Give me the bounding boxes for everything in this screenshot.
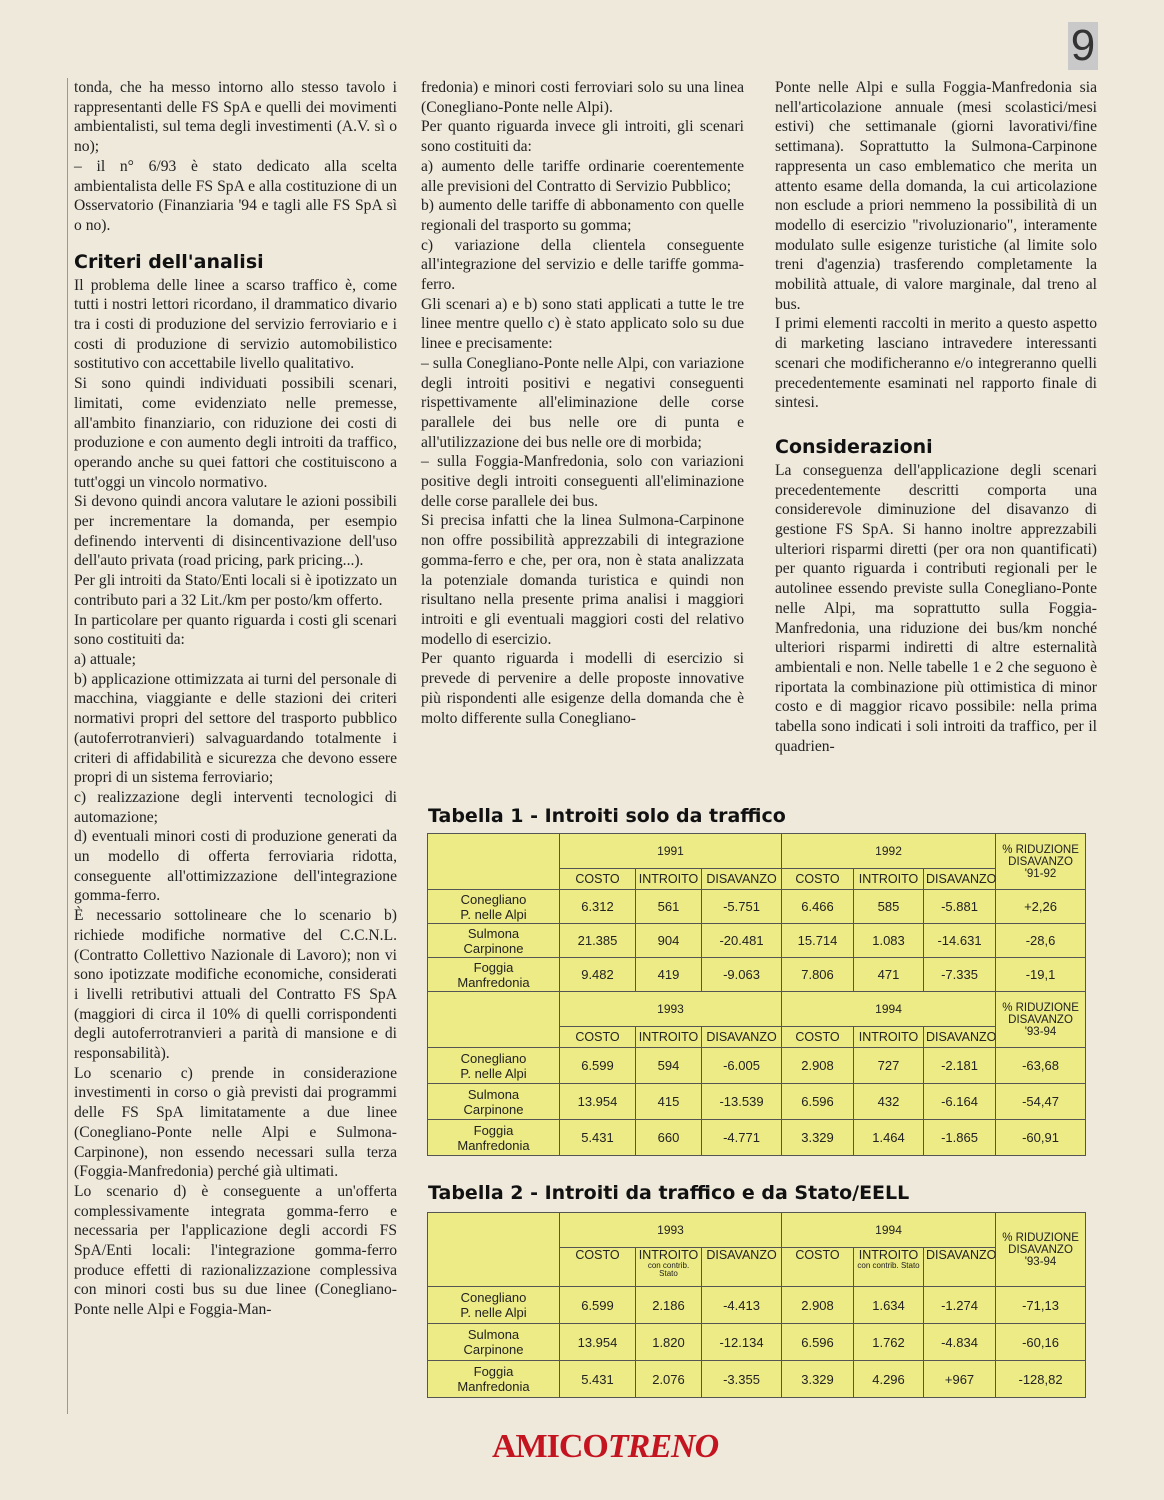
paragraph: Per quanto riguarda invece gli introiti, gli scenari sono costituiti da: (421, 118, 744, 156)
col-header-note: con contrib. Stato (647, 1261, 690, 1278)
paragraph: Si devono quindi ancora valutare le azioni possibili per incrementare la domanda, per esempio definendo interventi di disincentivazione dell'uso dell'auto privata (road pricing, park pricing...). (74, 493, 397, 570)
table-row (428, 1324, 1086, 1361)
table-cell: 4.296 (854, 1361, 924, 1398)
col-header: COSTO (560, 1027, 636, 1048)
row-label-line: Foggia (473, 1122, 514, 1138)
table-cell: +967 (924, 1361, 996, 1398)
list-item: a) aumento delle tariffe ordinarie coerentemente alle previsioni del Contratto di Servizio Pubblico; (421, 157, 744, 195)
table-cell: 594 (636, 1048, 702, 1084)
col-header: INTROITO (636, 1027, 702, 1048)
table-row (428, 1361, 1086, 1398)
reduction-period: '91-92 (1024, 867, 1057, 880)
row-label (428, 1120, 560, 1156)
year-header: 1994 (782, 1213, 996, 1248)
table-cell: 1.464 (854, 1120, 924, 1156)
logo-part-2: TRENO (607, 1428, 719, 1465)
col-header: DISAVANZO (924, 1248, 996, 1287)
table-corner (428, 834, 560, 890)
col-header: COSTO (782, 869, 854, 890)
paragraph: fredonia) e minori costi ferroviari solo su una linea (Conegliano-Ponte nelle Alpi). (421, 79, 744, 116)
list-item: b) applicazione ottimizzata ai turni del personale di macchina, viaggiante e delle stazioni dei criteri normativi propri del settore del trasporto pubblico (autoferrotranvieri) salvaguardando totalmente i criteri di affidabilità e sicurezza che devono essere propri di un sistema ferroviario; (74, 670, 397, 787)
row-label-line: Carpinone (463, 1101, 524, 1117)
row-label (428, 1324, 560, 1361)
row-label (428, 890, 560, 924)
paragraph: tonda, che ha messo intorno allo stesso tavolo i rappresentanti delle FS SpA e quelli dei movimenti ambientalisti, sul tema degli investimenti (A.V. sì o no); (74, 79, 397, 156)
row-label-line: Carpinone (463, 940, 524, 956)
table-cell: 6.312 (560, 890, 636, 924)
paragraph: Si precisa infatti che la linea Sulmona-Carpinone non offre possibilità apprezzabili di integrazione gomma-ferro e che, per ora, non è stata analizzata la potenziale domanda turistica e quindi non risultano nella presente prima analisi i maggiori introiti e gli eventuali maggiori costi del relativo modello di esercizio. (421, 512, 744, 648)
reduction-header (996, 1213, 1086, 1287)
table-cell: 660 (636, 1120, 702, 1156)
table-cell: 6.466 (782, 890, 854, 924)
table-cell: 1.634 (854, 1287, 924, 1324)
table-cell: 432 (854, 1084, 924, 1120)
row-label-line: P. nelle Alpi (460, 1305, 527, 1320)
table-cell: 9.482 (560, 958, 636, 992)
table-cell: 6.599 (560, 1048, 636, 1084)
table-cell: 471 (854, 958, 924, 992)
table-cell: 904 (636, 924, 702, 958)
table-cell: -60,91 (996, 1120, 1086, 1156)
row-label-line: Conegliano (460, 1050, 527, 1066)
table-cell: 585 (854, 890, 924, 924)
text-column-2 (421, 78, 744, 728)
table-cell: -6.164 (924, 1084, 996, 1120)
list-item: b) aumento delle tariffe di abbonamento con quelle regionali del trasporto su gomma; (421, 197, 744, 234)
row-label-line: P. nelle Alpi (460, 1065, 527, 1081)
section-heading-considerazioni: Considerazioni (775, 435, 933, 458)
col-header-note: con contrib. Stato (857, 1261, 920, 1270)
paragraph: Gli scenari a) e b) sono stati applicati a tutte le tre linee mentre quello c) è stato applicato solo su due linee e precisamente: (421, 295, 744, 353)
year-header: 1994 (782, 992, 996, 1027)
row-label-line: Sulmona (467, 1327, 520, 1342)
table-row (428, 958, 1086, 992)
table-cell: -19,1 (996, 958, 1086, 992)
reduction-header (996, 992, 1086, 1048)
list-item: a) attuale; (74, 650, 136, 668)
col-header: INTROITO (636, 869, 702, 890)
reduction-label: % RIDUZIONE DISAVANZO (1002, 1231, 1079, 1256)
paragraph: Ponte nelle Alpi e sulla Foggia-Manfredonia sia nell'articolazione annuale (mesi scolastici/mesi estivi) che settimanale (giorni lavorativi/fine settimana). Soprattutto la Sulmona-Carpinone rappresenta un caso emblematico che merita un attento esame della domanda, la cui articolazione non esclude a priori nemmeno la possibilità di un modello di esercizio "rivoluzionario", interamente modulato sulle esigenze turistiche (al limite solo treni d'agenzia) trasferendo completamente la mobilità attuale, di valore marginale, dal treno al bus. (775, 79, 1097, 313)
row-label-line: Foggia (473, 1364, 514, 1379)
row-label (428, 1084, 560, 1120)
table-cell: -1.865 (924, 1120, 996, 1156)
paragraph: – il n° 6/93 è stato dedicato alla scelta ambientalista delle FS SpA e alla costituzione di un Osservatorio (Finanziaria '94 e tagli alle FS SpA sì o no). (74, 157, 397, 234)
table-cell: 2.908 (782, 1048, 854, 1084)
table-cell: -13.539 (702, 1084, 782, 1120)
row-label-line: Conegliano (460, 1290, 527, 1305)
table-cell: -14.631 (924, 924, 996, 958)
table-cell: 561 (636, 890, 702, 924)
row-label-line: Manfredonia (457, 1379, 530, 1394)
col-header: INTROITO (854, 1027, 924, 1048)
magazine-logo (492, 1428, 718, 1466)
table-row (428, 1120, 1086, 1156)
row-label (428, 958, 560, 992)
col-header: COSTO (560, 1248, 636, 1287)
col-header: INTROITO (854, 869, 924, 890)
year-header: 1993 (560, 1213, 782, 1248)
col-header-introito (854, 1248, 924, 1287)
table-cell: 3.329 (782, 1361, 854, 1398)
reduction-period: '93-94 (1024, 1025, 1057, 1038)
table-cell: 5.431 (560, 1120, 636, 1156)
table-cell: -7.335 (924, 958, 996, 992)
table-cell: 7.806 (782, 958, 854, 992)
list-item: – sulla Foggia-Manfredonia, solo con variazioni positive degli introiti conseguenti all'eliminazione delle corse parallele dei bus. (421, 453, 744, 510)
table-cell: -4.834 (924, 1324, 996, 1361)
table-cell: 415 (636, 1084, 702, 1120)
table-cell: 2.186 (636, 1287, 702, 1324)
paragraph: La conseguenza dell'applicazione degli scenari precedentemente descritti comporta una considerevole diminuzione del disavanzo di gestione FS SpA. Si hanno inoltre apprezzabili ulteriori risparmi diretti (per ora non quantificati) per quanto riguarda i contributi regionali per le autolinee essendo previste sulla Conegliano-Ponte nelle Alpi, ma soprattutto sulla Foggia-Manfredonia, una riduzione dei bus/km nonché ulteriori risparmi indiretti di altre esternalità ambientali e non. Nelle tabelle 1 e 2 che seguono è riportata la combinazione più ottimistica di minor costo e di maggior ricavo possibile: nella prima tabella sono indicati i soli introiti da traffico, per il quadrien- (775, 461, 1097, 755)
section-heading-criteri: Criteri dell'analisi (74, 250, 264, 273)
table-cell: 15.714 (782, 924, 854, 958)
col-header: INTROITO (858, 1248, 919, 1262)
paragraph: Il problema delle linee a scarso traffico è, come tutti i nostri lettori ricordano, il drammatico divario tra i costi di produzione del servizio ferroviario e i costi di produzione di servizio automobilistico sostitutivo con accettabile livello qualitativo. (74, 276, 397, 373)
table-cell: -71,13 (996, 1287, 1086, 1324)
table-cell: 727 (854, 1048, 924, 1084)
text-column-3 (775, 78, 1097, 757)
table-cell: 13.954 (560, 1084, 636, 1120)
paragraph: Lo scenario c) prende in considerazione investimenti in corso o già previsti dai programmi delle FS SpA limitatamente a due linee (Conegliano-Ponte nelle Alpi e Sulmona-Carpinone), non essendo necessari sulla terza (Foggia-Manfredonia) perché già ultimati. (74, 1064, 397, 1181)
col-header: DISAVANZO (702, 1248, 782, 1287)
row-label-line: Sulmona (467, 1086, 520, 1102)
row-label-line: Manfredonia (457, 1137, 530, 1153)
year-header: 1993 (560, 992, 782, 1027)
table-cell: -5.881 (924, 890, 996, 924)
page-number: 9 (1068, 22, 1098, 70)
row-label-line: Conegliano (460, 891, 527, 907)
table-cell: 1.820 (636, 1324, 702, 1361)
table-cell: 6.599 (560, 1287, 636, 1324)
table-cell: -3.355 (702, 1361, 782, 1398)
table-cell: -63,68 (996, 1048, 1086, 1084)
table-cell: -1.274 (924, 1287, 996, 1324)
col-header-introito (636, 1248, 702, 1287)
row-label (428, 1361, 560, 1398)
table-cell: 21.385 (560, 924, 636, 958)
reduction-period: '93-94 (1024, 1255, 1057, 1268)
table-1-title: Tabella 1 - Introiti solo da traffico (428, 805, 786, 827)
table-cell: 6.596 (782, 1084, 854, 1120)
row-label (428, 1287, 560, 1324)
row-label (428, 1048, 560, 1084)
reduction-label: % RIDUZIONE DISAVANZO (1002, 1001, 1079, 1026)
col-header: DISAVANZO (702, 1027, 782, 1048)
table-corner (428, 992, 560, 1048)
text-column-1 (67, 78, 397, 1414)
paragraph: È necessario sottolineare che lo scenario b) richiede modifiche normative del C.C.N.L. (Contratto Collettivo Nazionale di Lavoro); non vi sono ipotizzate modifiche economiche, considerati i livelli retributivi attuali del Contratto FS SpA (maggiori di circa il 10% di quelli corrispondenti degli autoferrotranvieri a parità di mansione e di responsabilità). (74, 907, 397, 1063)
row-label-line: Foggia (473, 959, 514, 975)
reduction-label: % RIDUZIONE DISAVANZO (1002, 843, 1079, 868)
table-1 (427, 833, 1085, 1156)
table-cell: 3.329 (782, 1120, 854, 1156)
table-row (428, 924, 1086, 958)
row-label-line: Carpinone (463, 1342, 524, 1357)
table-cell: -20.481 (702, 924, 782, 958)
paragraph: Si sono quindi individuati possibili scenari, limitati, come evidenziato nelle premesse, all'ambito finanziario, con riduzione dei costi di produzione e con aumento degli introiti da traffico, operando anche su quei fattori che costituiscono a tutt'oggi un vincolo normativo. (74, 375, 397, 491)
table-cell: 5.431 (560, 1361, 636, 1398)
table-2 (427, 1212, 1085, 1398)
table-corner (428, 1213, 560, 1287)
table-cell: 2.076 (636, 1361, 702, 1398)
table-cell: 6.596 (782, 1324, 854, 1361)
row-label (428, 924, 560, 958)
paragraph: I primi elementi raccolti in merito a questo aspetto di marketing lasciano intravedere interessanti scenari che modificheranno e/o integreranno quelli precedentemente esaminati nel rapporto finale di sintesi. (775, 315, 1097, 412)
table-cell: -2.181 (924, 1048, 996, 1084)
table-cell: 1.762 (854, 1324, 924, 1361)
col-header: DISAVANZO (702, 869, 782, 890)
list-item: c) variazione della clientela conseguente all'integrazione del servizio e delle tariffe gomma-ferro. (421, 236, 744, 294)
table-cell: 13.954 (560, 1324, 636, 1361)
table-row (428, 890, 1086, 924)
list-item: d) eventuali minori costi di produzione generati da un modello di offerta ferroviaria ridotta, conseguente all'ottimizzazione dell'integrazione gomma-ferro. (74, 828, 397, 905)
table-row (428, 1084, 1086, 1120)
paragraph: Per quanto riguarda i modelli di esercizio si prevede di pervenire a delle proposte innovative più rispondenti alle esigenze della domanda che è molto differente sulla Conegliano- (421, 650, 744, 727)
table-2-title: Tabella 2 - Introiti da traffico e da Stato/EELL (428, 1182, 910, 1204)
table-cell: -28,6 (996, 924, 1086, 958)
table-cell: -5.751 (702, 890, 782, 924)
table-cell: -60,16 (996, 1324, 1086, 1361)
row-label-line: P. nelle Alpi (460, 906, 527, 922)
table-cell: 1.083 (854, 924, 924, 958)
table-cell: +2,26 (996, 890, 1086, 924)
table-cell: -6.005 (702, 1048, 782, 1084)
year-header: 1992 (782, 834, 996, 869)
col-header: DISAVANZO (924, 869, 996, 890)
paragraph: In particolare per quanto riguarda i costi gli scenari sono costituiti da: (74, 611, 397, 649)
paragraph: Lo scenario d) è conseguente a un'offerta complessivamente integrata gomma-ferro e necessaria per l'applicazione degli accordi FS SpA/Enti locali: l'integrazione gomma-ferro produce effetti di razionalizzazione complessiva con minori costi bus su due linee (Conegliano-Ponte nelle Alpi e Foggia-Man- (74, 1182, 397, 1319)
table-cell: -9.063 (702, 958, 782, 992)
table-cell: 419 (636, 958, 702, 992)
row-label-line: Manfredonia (457, 974, 530, 990)
table-cell: 2.908 (782, 1287, 854, 1324)
logo-part-1: AMICO (492, 1428, 608, 1465)
table-cell: -4.771 (702, 1120, 782, 1156)
year-header: 1991 (560, 834, 782, 869)
table-row (428, 1287, 1086, 1324)
row-label-line: Sulmona (467, 925, 520, 941)
paragraph: Per gli introiti da Stato/Enti locali si è ipotizzato un contributo pari a 32 Lit./km per posto/km offerto. (74, 572, 397, 609)
table-row (428, 1048, 1086, 1084)
col-header: COSTO (782, 1248, 854, 1287)
table-cell: -54,47 (996, 1084, 1086, 1120)
col-header: INTROITO (638, 1248, 699, 1262)
col-header: COSTO (560, 869, 636, 890)
table-cell: -4.413 (702, 1287, 782, 1324)
table-cell: -128,82 (996, 1361, 1086, 1398)
table-cell: -12.134 (702, 1324, 782, 1361)
list-item: – sulla Conegliano-Ponte nelle Alpi, con variazione degli introiti positivi e negativi conseguenti rispettivamente all'eliminazione delle corse parallele dei bus nelle ore di punta e all'utilizzazione dei bus nelle ore di morbida; (421, 354, 744, 451)
reduction-header (996, 834, 1086, 890)
col-header: COSTO (782, 1027, 854, 1048)
list-item: c) realizzazione degli interventi tecnologici di automazione; (74, 788, 397, 826)
col-header: DISAVANZO (924, 1027, 996, 1048)
